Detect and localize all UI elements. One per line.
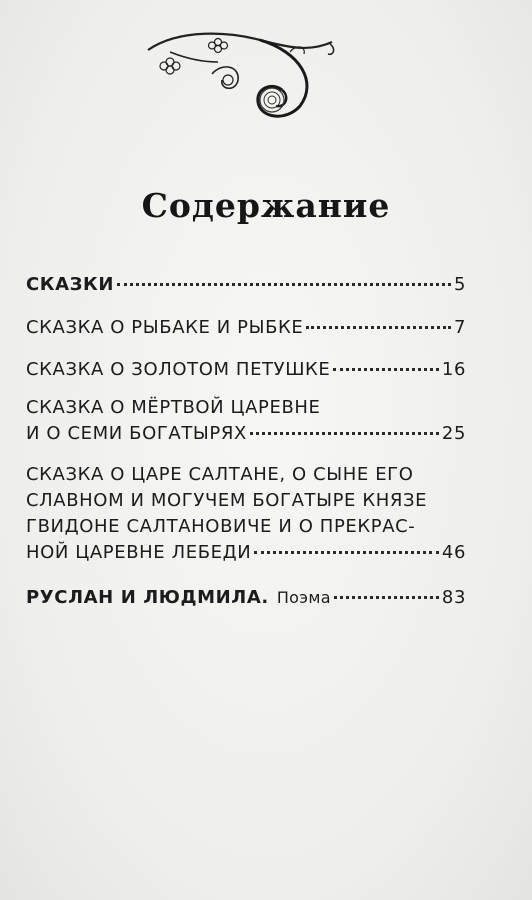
toc-entry-title: СКАЗКА О РЫБАКЕ И РЫБКЕ xyxy=(26,317,304,338)
toc-page-number: 16 xyxy=(441,359,466,380)
toc-entry-title: СКАЗКА О ЗОЛОТОМ ПЕТУШКЕ xyxy=(26,359,331,380)
toc-entry-title-cont: ГВИДОНЕ САЛТАНОВИЧЕ И О ПРЕКРАС- xyxy=(26,516,416,537)
toc-entry-rybak[interactable] xyxy=(26,315,466,341)
toc-page-number: 46 xyxy=(441,542,466,563)
toc-entry-title: СКАЗКА О ЦАРЕ САЛТАНЕ, О СЫНЕ ЕГО xyxy=(26,464,414,485)
toc-entry-title: СКАЗКИ xyxy=(26,274,115,295)
toc-entry-title: СКАЗКА О МЁРТВОЙ ЦАРЕВНЕ xyxy=(26,397,321,418)
dot-leader xyxy=(250,432,439,435)
toc-entry-title-cont: НОЙ ЦАРЕВНЕ ЛЕБЕДИ xyxy=(26,542,252,563)
dot-leader xyxy=(334,596,439,599)
toc-entry-title-cont: СЛАВНОМ И МОГУЧЕМ БОГАТЫРЕ КНЯЗЕ xyxy=(26,490,428,511)
toc-page-number: 7 xyxy=(453,317,466,338)
toc-entry-saltan[interactable] xyxy=(26,462,466,566)
floral-ornament-icon xyxy=(140,22,340,130)
toc-entry-subtitle: Поэма xyxy=(276,588,331,607)
toc-entry-skazki[interactable] xyxy=(26,272,466,298)
toc-page-number: 83 xyxy=(441,587,466,608)
toc-entry-title: РУСЛАН И ЛЮДМИЛА. xyxy=(26,587,269,608)
dot-leader xyxy=(306,326,451,329)
toc-page-number: 25 xyxy=(441,423,466,444)
toc-page-number: 5 xyxy=(453,274,466,295)
toc-entry-tsarevna[interactable] xyxy=(26,395,466,447)
dot-leader xyxy=(254,551,439,554)
dot-leader xyxy=(333,368,438,371)
page-title: Содержание xyxy=(141,186,391,225)
dot-leader xyxy=(117,283,451,286)
toc-entry-petushok[interactable] xyxy=(26,357,466,383)
toc-entry-title-cont: И О СЕМИ БОГАТЫРЯХ xyxy=(26,423,247,444)
toc-entry-ruslan[interactable] xyxy=(26,585,466,611)
